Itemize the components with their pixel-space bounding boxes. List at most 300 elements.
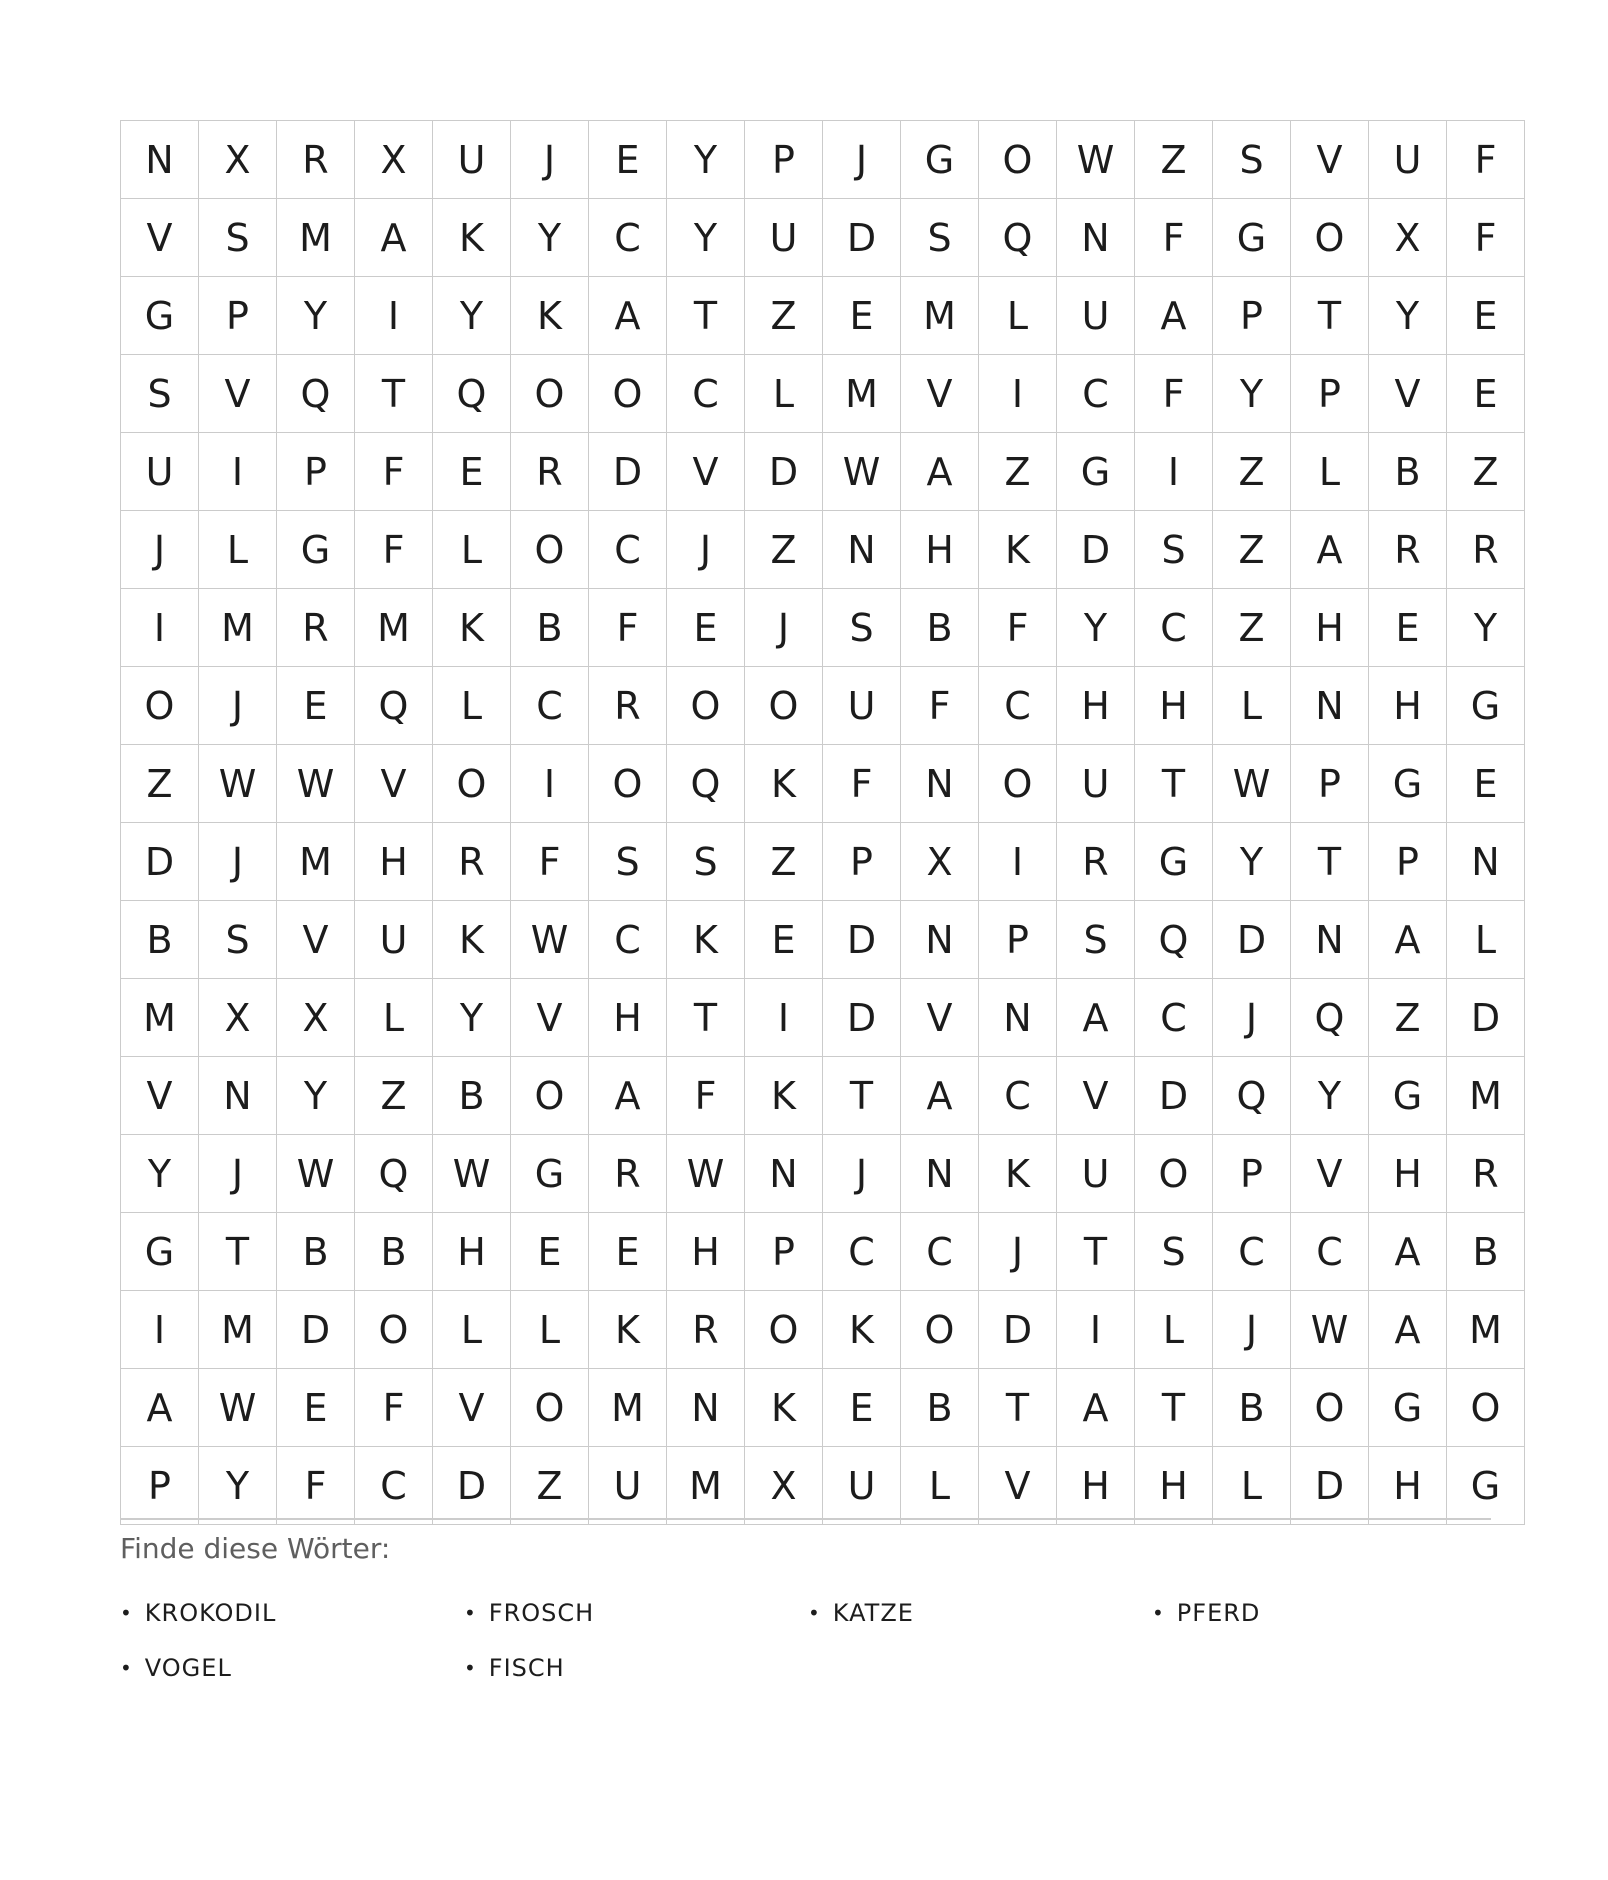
grid-cell[interactable]: D: [823, 979, 901, 1057]
grid-cell[interactable]: Q: [667, 745, 745, 823]
grid-cell[interactable]: S: [901, 199, 979, 277]
grid-cell[interactable]: S: [199, 199, 277, 277]
grid-cell[interactable]: G: [1057, 433, 1135, 511]
grid-cell[interactable]: Y: [277, 277, 355, 355]
grid-cell[interactable]: V: [121, 199, 199, 277]
grid-cell[interactable]: L: [199, 511, 277, 589]
grid-cell[interactable]: M: [901, 277, 979, 355]
grid-cell[interactable]: A: [589, 277, 667, 355]
grid-cell[interactable]: W: [277, 1135, 355, 1213]
grid-cell[interactable]: E: [589, 121, 667, 199]
grid-cell[interactable]: U: [433, 121, 511, 199]
grid-cell[interactable]: G: [1447, 1447, 1525, 1525]
grid-cell[interactable]: N: [667, 1369, 745, 1447]
grid-cell[interactable]: J: [823, 1135, 901, 1213]
grid-cell[interactable]: G: [277, 511, 355, 589]
grid-cell[interactable]: L: [1447, 901, 1525, 979]
grid-cell[interactable]: G: [1369, 1369, 1447, 1447]
grid-cell[interactable]: U: [121, 433, 199, 511]
grid-cell[interactable]: U: [589, 1447, 667, 1525]
grid-cell[interactable]: P: [1369, 823, 1447, 901]
grid-cell[interactable]: Z: [1447, 433, 1525, 511]
grid-cell[interactable]: F: [355, 433, 433, 511]
grid-cell[interactable]: C: [511, 667, 589, 745]
grid-cell[interactable]: T: [1057, 1213, 1135, 1291]
grid-cell[interactable]: H: [901, 511, 979, 589]
grid-cell[interactable]: H: [667, 1213, 745, 1291]
grid-cell[interactable]: G: [1369, 1057, 1447, 1135]
grid-cell[interactable]: K: [745, 1369, 823, 1447]
grid-cell[interactable]: Y: [1057, 589, 1135, 667]
grid-cell[interactable]: W: [667, 1135, 745, 1213]
grid-cell[interactable]: O: [979, 121, 1057, 199]
grid-cell[interactable]: A: [901, 1057, 979, 1135]
grid-cell[interactable]: N: [121, 121, 199, 199]
grid-cell[interactable]: A: [1369, 1291, 1447, 1369]
grid-cell[interactable]: R: [1447, 1135, 1525, 1213]
grid-cell[interactable]: N: [1447, 823, 1525, 901]
grid-cell[interactable]: V: [1291, 121, 1369, 199]
grid-cell[interactable]: L: [901, 1447, 979, 1525]
grid-cell[interactable]: E: [277, 1369, 355, 1447]
grid-cell[interactable]: K: [979, 1135, 1057, 1213]
grid-cell[interactable]: Y: [1369, 277, 1447, 355]
grid-cell[interactable]: I: [355, 277, 433, 355]
grid-cell[interactable]: Z: [979, 433, 1057, 511]
grid-cell[interactable]: M: [1447, 1291, 1525, 1369]
grid-cell[interactable]: C: [1135, 589, 1213, 667]
grid-cell[interactable]: Y: [121, 1135, 199, 1213]
grid-cell[interactable]: O: [667, 667, 745, 745]
grid-cell[interactable]: S: [589, 823, 667, 901]
grid-cell[interactable]: S: [1213, 121, 1291, 199]
grid-cell[interactable]: B: [901, 1369, 979, 1447]
grid-cell[interactable]: J: [823, 121, 901, 199]
grid-cell[interactable]: P: [823, 823, 901, 901]
grid-cell[interactable]: O: [589, 355, 667, 433]
grid-cell[interactable]: A: [1135, 277, 1213, 355]
grid-cell[interactable]: U: [823, 1447, 901, 1525]
grid-cell[interactable]: F: [511, 823, 589, 901]
grid-cell[interactable]: G: [1135, 823, 1213, 901]
grid-cell[interactable]: H: [355, 823, 433, 901]
grid-cell[interactable]: E: [589, 1213, 667, 1291]
grid-cell[interactable]: L: [1291, 433, 1369, 511]
grid-cell[interactable]: Z: [1213, 433, 1291, 511]
grid-cell[interactable]: A: [1057, 979, 1135, 1057]
grid-cell[interactable]: H: [1135, 1447, 1213, 1525]
grid-cell[interactable]: F: [1135, 355, 1213, 433]
grid-cell[interactable]: V: [1369, 355, 1447, 433]
grid-cell[interactable]: P: [1291, 745, 1369, 823]
grid-cell[interactable]: Z: [745, 823, 823, 901]
grid-cell[interactable]: M: [121, 979, 199, 1057]
grid-cell[interactable]: D: [121, 823, 199, 901]
grid-cell[interactable]: Y: [667, 199, 745, 277]
grid-cell[interactable]: Q: [277, 355, 355, 433]
grid-cell[interactable]: B: [1213, 1369, 1291, 1447]
grid-cell[interactable]: Z: [1369, 979, 1447, 1057]
grid-cell[interactable]: I: [199, 433, 277, 511]
grid-cell[interactable]: D: [589, 433, 667, 511]
grid-cell[interactable]: Z: [511, 1447, 589, 1525]
grid-cell[interactable]: E: [823, 1369, 901, 1447]
grid-cell[interactable]: O: [901, 1291, 979, 1369]
grid-cell[interactable]: U: [355, 901, 433, 979]
grid-cell[interactable]: Q: [355, 1135, 433, 1213]
grid-cell[interactable]: S: [1135, 511, 1213, 589]
grid-cell[interactable]: I: [745, 979, 823, 1057]
grid-cell[interactable]: B: [511, 589, 589, 667]
grid-cell[interactable]: Y: [199, 1447, 277, 1525]
grid-cell[interactable]: D: [1057, 511, 1135, 589]
grid-cell[interactable]: Y: [667, 121, 745, 199]
grid-cell[interactable]: D: [745, 433, 823, 511]
grid-cell[interactable]: W: [199, 745, 277, 823]
grid-cell[interactable]: H: [1369, 1447, 1447, 1525]
grid-cell[interactable]: K: [745, 745, 823, 823]
grid-cell[interactable]: O: [511, 355, 589, 433]
grid-cell[interactable]: R: [667, 1291, 745, 1369]
grid-cell[interactable]: E: [1447, 355, 1525, 433]
grid-cell[interactable]: L: [745, 355, 823, 433]
grid-cell[interactable]: R: [511, 433, 589, 511]
grid-cell[interactable]: X: [199, 979, 277, 1057]
grid-cell[interactable]: C: [1057, 355, 1135, 433]
grid-cell[interactable]: Z: [1135, 121, 1213, 199]
grid-cell[interactable]: D: [979, 1291, 1057, 1369]
grid-cell[interactable]: Z: [1213, 589, 1291, 667]
grid-cell[interactable]: E: [1369, 589, 1447, 667]
grid-cell[interactable]: V: [355, 745, 433, 823]
grid-cell[interactable]: Q: [979, 199, 1057, 277]
grid-cell[interactable]: X: [901, 823, 979, 901]
grid-cell[interactable]: F: [1135, 199, 1213, 277]
grid-cell[interactable]: C: [355, 1447, 433, 1525]
grid-cell[interactable]: V: [901, 979, 979, 1057]
grid-cell[interactable]: D: [1213, 901, 1291, 979]
grid-cell[interactable]: J: [121, 511, 199, 589]
grid-cell[interactable]: I: [979, 823, 1057, 901]
grid-cell[interactable]: U: [1057, 1135, 1135, 1213]
grid-cell[interactable]: Z: [355, 1057, 433, 1135]
grid-cell[interactable]: F: [355, 1369, 433, 1447]
grid-cell[interactable]: I: [979, 355, 1057, 433]
grid-cell[interactable]: C: [589, 199, 667, 277]
grid-cell[interactable]: B: [121, 901, 199, 979]
grid-cell[interactable]: W: [1213, 745, 1291, 823]
grid-cell[interactable]: W: [1291, 1291, 1369, 1369]
grid-cell[interactable]: R: [1369, 511, 1447, 589]
grid-cell[interactable]: Z: [1213, 511, 1291, 589]
grid-cell[interactable]: C: [901, 1213, 979, 1291]
grid-cell[interactable]: C: [979, 667, 1057, 745]
grid-cell[interactable]: P: [1213, 277, 1291, 355]
grid-cell[interactable]: F: [1447, 199, 1525, 277]
grid-cell[interactable]: R: [1057, 823, 1135, 901]
grid-cell[interactable]: I: [1057, 1291, 1135, 1369]
grid-cell[interactable]: S: [199, 901, 277, 979]
grid-cell[interactable]: P: [121, 1447, 199, 1525]
grid-cell[interactable]: W: [433, 1135, 511, 1213]
grid-cell[interactable]: Z: [121, 745, 199, 823]
grid-cell[interactable]: R: [1447, 511, 1525, 589]
grid-cell[interactable]: U: [745, 199, 823, 277]
grid-cell[interactable]: N: [823, 511, 901, 589]
grid-cell[interactable]: D: [433, 1447, 511, 1525]
grid-cell[interactable]: J: [745, 589, 823, 667]
grid-cell[interactable]: K: [433, 589, 511, 667]
grid-cell[interactable]: V: [979, 1447, 1057, 1525]
grid-cell[interactable]: F: [1447, 121, 1525, 199]
grid-cell[interactable]: E: [277, 667, 355, 745]
grid-cell[interactable]: T: [355, 355, 433, 433]
grid-cell[interactable]: H: [1369, 1135, 1447, 1213]
grid-cell[interactable]: V: [277, 901, 355, 979]
grid-cell[interactable]: Q: [1213, 1057, 1291, 1135]
grid-cell[interactable]: M: [277, 823, 355, 901]
grid-cell[interactable]: V: [121, 1057, 199, 1135]
grid-cell[interactable]: C: [589, 511, 667, 589]
grid-cell[interactable]: P: [277, 433, 355, 511]
grid-cell[interactable]: U: [1057, 277, 1135, 355]
grid-cell[interactable]: R: [277, 589, 355, 667]
grid-cell[interactable]: K: [745, 1057, 823, 1135]
grid-cell[interactable]: J: [511, 121, 589, 199]
grid-cell[interactable]: Q: [433, 355, 511, 433]
grid-cell[interactable]: X: [1369, 199, 1447, 277]
grid-cell[interactable]: T: [1291, 277, 1369, 355]
grid-cell[interactable]: R: [589, 667, 667, 745]
grid-cell[interactable]: F: [667, 1057, 745, 1135]
grid-cell[interactable]: Y: [433, 277, 511, 355]
grid-cell[interactable]: S: [823, 589, 901, 667]
grid-cell[interactable]: A: [589, 1057, 667, 1135]
grid-cell[interactable]: T: [667, 979, 745, 1057]
grid-cell[interactable]: O: [1291, 199, 1369, 277]
grid-cell[interactable]: O: [121, 667, 199, 745]
grid-cell[interactable]: K: [433, 199, 511, 277]
grid-cell[interactable]: J: [199, 667, 277, 745]
grid-cell[interactable]: I: [121, 1291, 199, 1369]
grid-cell[interactable]: W: [277, 745, 355, 823]
grid-cell[interactable]: Y: [433, 979, 511, 1057]
grid-cell[interactable]: H: [1291, 589, 1369, 667]
grid-cell[interactable]: X: [745, 1447, 823, 1525]
grid-cell[interactable]: K: [589, 1291, 667, 1369]
grid-cell[interactable]: S: [121, 355, 199, 433]
grid-cell[interactable]: F: [277, 1447, 355, 1525]
grid-cell[interactable]: H: [1057, 667, 1135, 745]
grid-cell[interactable]: V: [511, 979, 589, 1057]
grid-cell[interactable]: D: [823, 901, 901, 979]
grid-cell[interactable]: T: [1135, 745, 1213, 823]
grid-cell[interactable]: B: [277, 1213, 355, 1291]
grid-cell[interactable]: J: [979, 1213, 1057, 1291]
grid-cell[interactable]: F: [589, 589, 667, 667]
grid-cell[interactable]: M: [199, 589, 277, 667]
grid-cell[interactable]: W: [199, 1369, 277, 1447]
grid-cell[interactable]: T: [1135, 1369, 1213, 1447]
grid-cell[interactable]: N: [1291, 667, 1369, 745]
grid-cell[interactable]: C: [979, 1057, 1057, 1135]
grid-cell[interactable]: M: [199, 1291, 277, 1369]
grid-cell[interactable]: D: [1291, 1447, 1369, 1525]
grid-cell[interactable]: P: [1291, 355, 1369, 433]
grid-cell[interactable]: K: [511, 277, 589, 355]
grid-cell[interactable]: T: [823, 1057, 901, 1135]
grid-cell[interactable]: V: [1291, 1135, 1369, 1213]
grid-cell[interactable]: M: [589, 1369, 667, 1447]
grid-cell[interactable]: L: [1135, 1291, 1213, 1369]
grid-cell[interactable]: A: [1057, 1369, 1135, 1447]
grid-cell[interactable]: C: [1291, 1213, 1369, 1291]
grid-cell[interactable]: P: [745, 1213, 823, 1291]
grid-cell[interactable]: Y: [1291, 1057, 1369, 1135]
grid-cell[interactable]: H: [1057, 1447, 1135, 1525]
grid-cell[interactable]: L: [355, 979, 433, 1057]
grid-cell[interactable]: G: [1369, 745, 1447, 823]
grid-cell[interactable]: D: [1447, 979, 1525, 1057]
grid-cell[interactable]: O: [979, 745, 1057, 823]
grid-cell[interactable]: H: [1369, 667, 1447, 745]
grid-cell[interactable]: M: [355, 589, 433, 667]
grid-cell[interactable]: F: [355, 511, 433, 589]
grid-cell[interactable]: S: [1135, 1213, 1213, 1291]
grid-cell[interactable]: Q: [1135, 901, 1213, 979]
grid-cell[interactable]: X: [355, 121, 433, 199]
grid-cell[interactable]: N: [1291, 901, 1369, 979]
grid-cell[interactable]: O: [433, 745, 511, 823]
grid-cell[interactable]: C: [823, 1213, 901, 1291]
grid-cell[interactable]: Z: [745, 511, 823, 589]
grid-cell[interactable]: E: [511, 1213, 589, 1291]
grid-cell[interactable]: O: [589, 745, 667, 823]
grid-cell[interactable]: L: [1213, 667, 1291, 745]
grid-cell[interactable]: L: [1213, 1447, 1291, 1525]
grid-cell[interactable]: E: [667, 589, 745, 667]
grid-cell[interactable]: O: [511, 511, 589, 589]
grid-cell[interactable]: Q: [355, 667, 433, 745]
grid-cell[interactable]: J: [1213, 979, 1291, 1057]
grid-cell[interactable]: D: [277, 1291, 355, 1369]
grid-cell[interactable]: T: [667, 277, 745, 355]
grid-cell[interactable]: E: [823, 277, 901, 355]
grid-cell[interactable]: M: [277, 199, 355, 277]
grid-cell[interactable]: K: [433, 901, 511, 979]
grid-cell[interactable]: B: [1369, 433, 1447, 511]
grid-cell[interactable]: U: [1369, 121, 1447, 199]
grid-cell[interactable]: J: [199, 823, 277, 901]
grid-cell[interactable]: F: [901, 667, 979, 745]
grid-cell[interactable]: O: [1447, 1369, 1525, 1447]
grid-cell[interactable]: U: [823, 667, 901, 745]
grid-cell[interactable]: E: [433, 433, 511, 511]
grid-cell[interactable]: M: [823, 355, 901, 433]
grid-cell[interactable]: U: [1057, 745, 1135, 823]
grid-cell[interactable]: M: [667, 1447, 745, 1525]
grid-cell[interactable]: E: [745, 901, 823, 979]
grid-cell[interactable]: N: [745, 1135, 823, 1213]
grid-cell[interactable]: M: [1447, 1057, 1525, 1135]
grid-cell[interactable]: O: [1135, 1135, 1213, 1213]
grid-cell[interactable]: W: [823, 433, 901, 511]
grid-cell[interactable]: A: [121, 1369, 199, 1447]
grid-cell[interactable]: D: [823, 199, 901, 277]
grid-cell[interactable]: C: [1213, 1213, 1291, 1291]
grid-cell[interactable]: E: [1447, 745, 1525, 823]
grid-cell[interactable]: Y: [1213, 823, 1291, 901]
grid-cell[interactable]: L: [433, 511, 511, 589]
grid-cell[interactable]: S: [667, 823, 745, 901]
grid-cell[interactable]: A: [901, 433, 979, 511]
grid-cell[interactable]: J: [667, 511, 745, 589]
grid-cell[interactable]: N: [979, 979, 1057, 1057]
grid-cell[interactable]: A: [1291, 511, 1369, 589]
grid-cell[interactable]: G: [1213, 199, 1291, 277]
grid-cell[interactable]: V: [433, 1369, 511, 1447]
grid-cell[interactable]: L: [979, 277, 1057, 355]
grid-cell[interactable]: B: [1447, 1213, 1525, 1291]
grid-cell[interactable]: C: [589, 901, 667, 979]
grid-cell[interactable]: O: [355, 1291, 433, 1369]
grid-cell[interactable]: T: [979, 1369, 1057, 1447]
grid-cell[interactable]: N: [1057, 199, 1135, 277]
grid-cell[interactable]: O: [745, 667, 823, 745]
grid-cell[interactable]: R: [589, 1135, 667, 1213]
grid-cell[interactable]: T: [199, 1213, 277, 1291]
grid-cell[interactable]: N: [901, 901, 979, 979]
grid-cell[interactable]: O: [1291, 1369, 1369, 1447]
grid-cell[interactable]: Y: [511, 199, 589, 277]
grid-cell[interactable]: C: [1135, 979, 1213, 1057]
grid-cell[interactable]: Q: [1291, 979, 1369, 1057]
grid-cell[interactable]: H: [589, 979, 667, 1057]
grid-cell[interactable]: B: [433, 1057, 511, 1135]
grid-cell[interactable]: O: [745, 1291, 823, 1369]
grid-cell[interactable]: L: [511, 1291, 589, 1369]
grid-cell[interactable]: K: [667, 901, 745, 979]
grid-cell[interactable]: B: [355, 1213, 433, 1291]
grid-cell[interactable]: F: [823, 745, 901, 823]
grid-cell[interactable]: A: [1369, 901, 1447, 979]
grid-cell[interactable]: K: [823, 1291, 901, 1369]
grid-cell[interactable]: I: [1135, 433, 1213, 511]
grid-cell[interactable]: I: [121, 589, 199, 667]
grid-cell[interactable]: Y: [1213, 355, 1291, 433]
grid-cell[interactable]: R: [433, 823, 511, 901]
grid-cell[interactable]: L: [433, 667, 511, 745]
grid-cell[interactable]: W: [511, 901, 589, 979]
grid-cell[interactable]: V: [199, 355, 277, 433]
grid-cell[interactable]: V: [901, 355, 979, 433]
grid-cell[interactable]: B: [901, 589, 979, 667]
grid-cell[interactable]: P: [979, 901, 1057, 979]
grid-cell[interactable]: A: [355, 199, 433, 277]
grid-cell[interactable]: J: [199, 1135, 277, 1213]
grid-cell[interactable]: G: [121, 277, 199, 355]
grid-cell[interactable]: G: [1447, 667, 1525, 745]
grid-cell[interactable]: W: [1057, 121, 1135, 199]
grid-cell[interactable]: P: [1213, 1135, 1291, 1213]
grid-cell[interactable]: E: [1447, 277, 1525, 355]
grid-cell[interactable]: S: [1057, 901, 1135, 979]
grid-cell[interactable]: N: [199, 1057, 277, 1135]
grid-cell[interactable]: O: [511, 1057, 589, 1135]
grid-cell[interactable]: L: [433, 1291, 511, 1369]
grid-cell[interactable]: N: [901, 745, 979, 823]
grid-cell[interactable]: Y: [1447, 589, 1525, 667]
